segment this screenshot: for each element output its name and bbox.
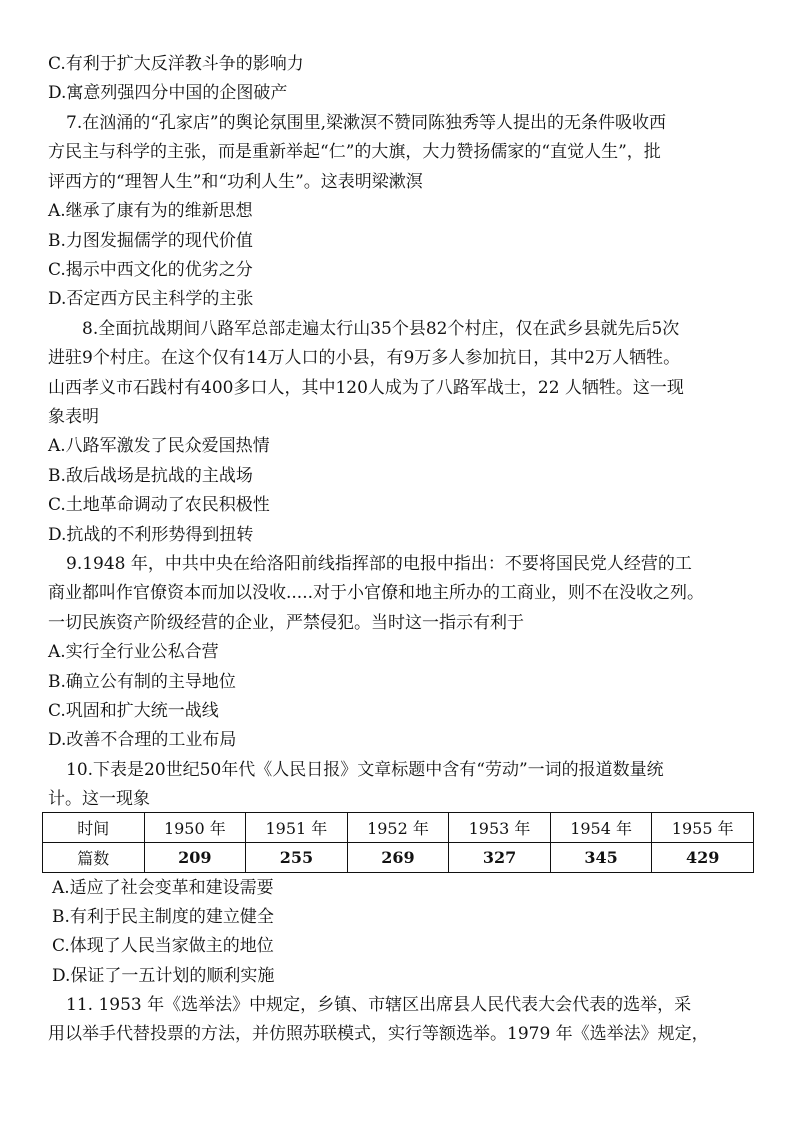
table-year-cell: 1950 年 <box>144 813 246 843</box>
table-header-count: 篇数 <box>43 843 145 873</box>
table-year-cell: 1951 年 <box>246 813 348 843</box>
table-row-counts <box>43 843 754 873</box>
q9-option-c: C.巩固和扩大统一战线 <box>48 701 219 721</box>
table-count-cell: 269 <box>347 843 449 873</box>
table-header-time: 时间 <box>43 813 145 843</box>
q9-option-b: B.确立公有制的主导地位 <box>48 672 236 692</box>
q8-stem-line3: 山西孝义市石践村有400多口人，其中120人成为了八路军战士，22 人牺牲。这一现 <box>48 378 684 398</box>
q7-option-c: C.揭示中西文化的优劣之分 <box>48 260 253 280</box>
table-count-cell: 255 <box>246 843 348 873</box>
q7-option-a: A.继承了康有为的维新思想 <box>48 201 253 221</box>
q9-stem-line1: 9.1948 年，中共中央在给洛阳前线指挥部的电报中指出：不要将国民党人经营的工 <box>66 554 692 574</box>
q7-option-d: D.否定西方民主科学的主张 <box>48 289 254 309</box>
q8-option-c: C.土地革命调动了农民积极性 <box>48 495 270 515</box>
table-row-years <box>43 813 754 843</box>
q6-option-c: C.有利于扩大反洋教斗争的影响力 <box>48 54 304 74</box>
q11-stem-line1: 11. 1953 年《选举法》中规定，乡镇、市辖区出席县人民代表大会代表的选举，采 <box>66 995 692 1015</box>
table-count-cell: 345 <box>550 843 652 873</box>
q10-stem-line1: 10.下表是20世纪50年代《人民日报》文章标题中含有“劳动”一词的报道数量统 <box>66 760 664 780</box>
table-year-cell: 1952 年 <box>347 813 449 843</box>
q9-option-a: A.实行全行业公私合营 <box>48 642 219 662</box>
q9-option-d: D.改善不合理的工业布局 <box>48 730 237 750</box>
q8-option-b: B.敌后战场是抗战的主战场 <box>48 466 253 486</box>
table-year-cell: 1955 年 <box>652 813 754 843</box>
q7-stem-line2: 方民主与科学的主张，而是重新举起“仁”的大旗，大力赞扬儒家的“直觉人生”，批 <box>48 142 661 162</box>
table-count-cell: 429 <box>652 843 754 873</box>
q10-stem-line2: 计。这一现象 <box>48 789 150 809</box>
q6-option-d: D.寓意列强四分中国的企图破产 <box>48 83 288 103</box>
table-count-cell: 209 <box>144 843 246 873</box>
q10-option-b: B.有利于民主制度的建立健全 <box>52 907 274 927</box>
table-year-cell: 1954 年 <box>550 813 652 843</box>
table-count-cell: 327 <box>449 843 551 873</box>
q7-option-b: B.力图发掘儒学的现代价值 <box>48 231 253 251</box>
table-year-cell: 1953 年 <box>449 813 551 843</box>
q10-option-d: D.保证了一五计划的顺利实施 <box>52 966 275 986</box>
q7-stem-line3: 评西方的“理智人生”和“功利人生”。这表明梁漱溟 <box>48 172 423 192</box>
q9-stem-line2: 商业都叫作官僚资本而加以没收.....对于小官僚和地主所办的工商业，则不在没收之列。 <box>48 583 705 603</box>
q9-stem-line3: 一切民族资产阶级经营的企业，严禁侵犯。当时这一指示有利于 <box>48 613 524 633</box>
labor-report-count-table <box>42 812 754 873</box>
q8-option-d: D.抗战的不利形势得到扭转 <box>48 525 254 545</box>
q10-option-c: C.体现了人民当家做主的地位 <box>52 936 274 956</box>
q11-stem-line2: 用以举手代替投票的方法，并仿照苏联模式，实行等额选举。1979 年《选举法》规定， <box>48 1024 709 1044</box>
q8-stem-line2: 进驻9个村庄。在这个仅有14万人口的小县，有9万多人参加抗日，其中2万人牺牲。 <box>48 348 681 368</box>
q10-option-a: A.适应了社会变革和建设需要 <box>52 878 274 898</box>
q7-stem-line1: 7.在汹涌的“孔家店”的舆论氛围里,梁漱溟不赞同陈独秀等人提出的无条件吸收西 <box>66 113 667 133</box>
q8-stem-line4: 象表明 <box>48 407 99 427</box>
q8-option-a: A.八路军激发了民众爱国热情 <box>48 436 270 456</box>
q8-stem-line1: 8.全面抗战期间八路军总部走遍太行山35个县82个村庄，仅在武乡县就先后5次 <box>82 319 680 339</box>
